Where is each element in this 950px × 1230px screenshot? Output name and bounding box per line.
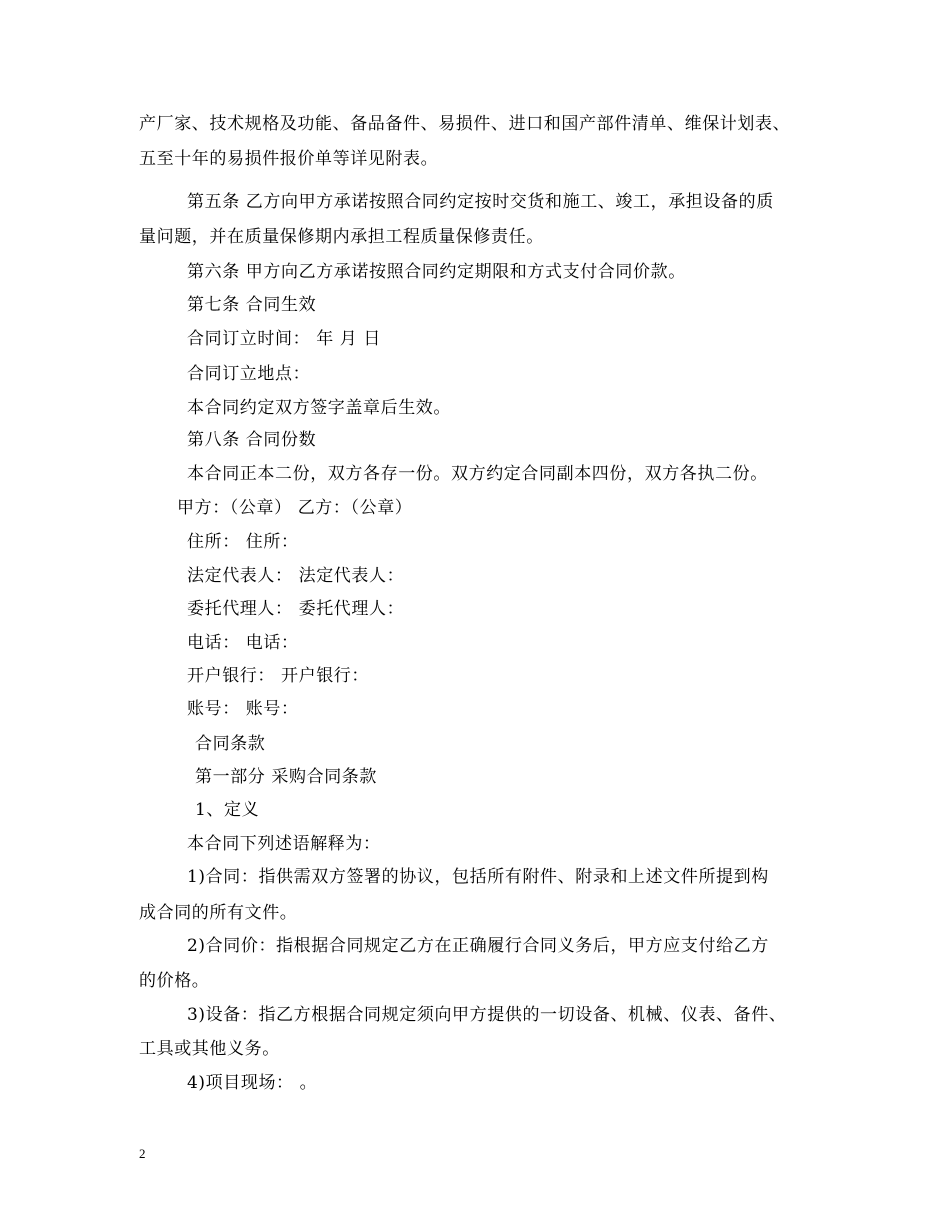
section-heading: 第七条 合同生效 xyxy=(187,295,317,315)
paragraph-line: 本合同约定双方签字盖章后生效。 xyxy=(187,398,451,418)
paragraph-line: 4)项目现场： 。 xyxy=(187,1073,318,1093)
signature-line: 账号： 账号： xyxy=(187,699,299,719)
paragraph-line: 本合同正本二份，双方各存一份。双方约定合同副本四份，双方各执二份。 xyxy=(187,464,768,484)
paragraph-line: 本合同下列述语解释为： xyxy=(187,834,381,854)
paragraph-line: 成合同的所有文件。 xyxy=(139,903,298,923)
paragraph-line: 合同订立时间： 年 月 日 xyxy=(187,329,382,349)
paragraph-line: 3)设备：指乙方根据合同规定须向甲方提供的一切设备、机械、仪表、备件、 xyxy=(187,1005,787,1025)
section-heading: 第一部分 采购合同条款 xyxy=(195,767,378,787)
paragraph-line: 第六条 甲方向乙方承诺按照合同约定期限和方式支付合同价款。 xyxy=(187,262,686,282)
paragraph-line: 1)合同：指供需双方签署的协议，包括所有附件、附录和上述文件所提到构 xyxy=(187,867,769,887)
signature-line: 委托代理人： 委托代理人： xyxy=(187,599,405,619)
signature-line: 电话： 电话： xyxy=(187,633,299,653)
signature-line: 住所： 住所： xyxy=(187,532,299,552)
section-heading: 1、定义 xyxy=(195,800,260,820)
signature-line: 法定代表人： 法定代表人： xyxy=(187,566,405,586)
page-number: 2 xyxy=(139,1146,146,1161)
section-heading: 合同条款 xyxy=(195,734,266,754)
signature-line: 甲方：（公章） 乙方：（公章） xyxy=(177,498,413,518)
paragraph-line: 工具或其他义务。 xyxy=(139,1039,280,1059)
paragraph-line: 2)合同价：指根据合同规定乙方在正确履行合同义务后，甲方应支付给乙方 xyxy=(187,936,769,956)
section-heading: 第八条 合同份数 xyxy=(187,430,317,450)
paragraph-line: 产厂家、技术规格及功能、备品备件、易损件、进口和国产部件清单、维保计划表、 xyxy=(139,114,791,134)
paragraph-line: 量问题，并在质量保修期内承担工程质量保修责任。 xyxy=(139,227,544,247)
signature-line: 开户银行： 开户银行： xyxy=(187,666,370,686)
paragraph-line: 五至十年的易损件报价单等详见附表。 xyxy=(139,149,439,169)
paragraph-line: 合同订立地点： xyxy=(187,364,311,384)
paragraph-line: 第五条 乙方向甲方承诺按照合同约定按时交货和施工、竣工，承担设备的质 xyxy=(187,192,774,212)
paragraph-line: 的价格。 xyxy=(139,971,210,991)
